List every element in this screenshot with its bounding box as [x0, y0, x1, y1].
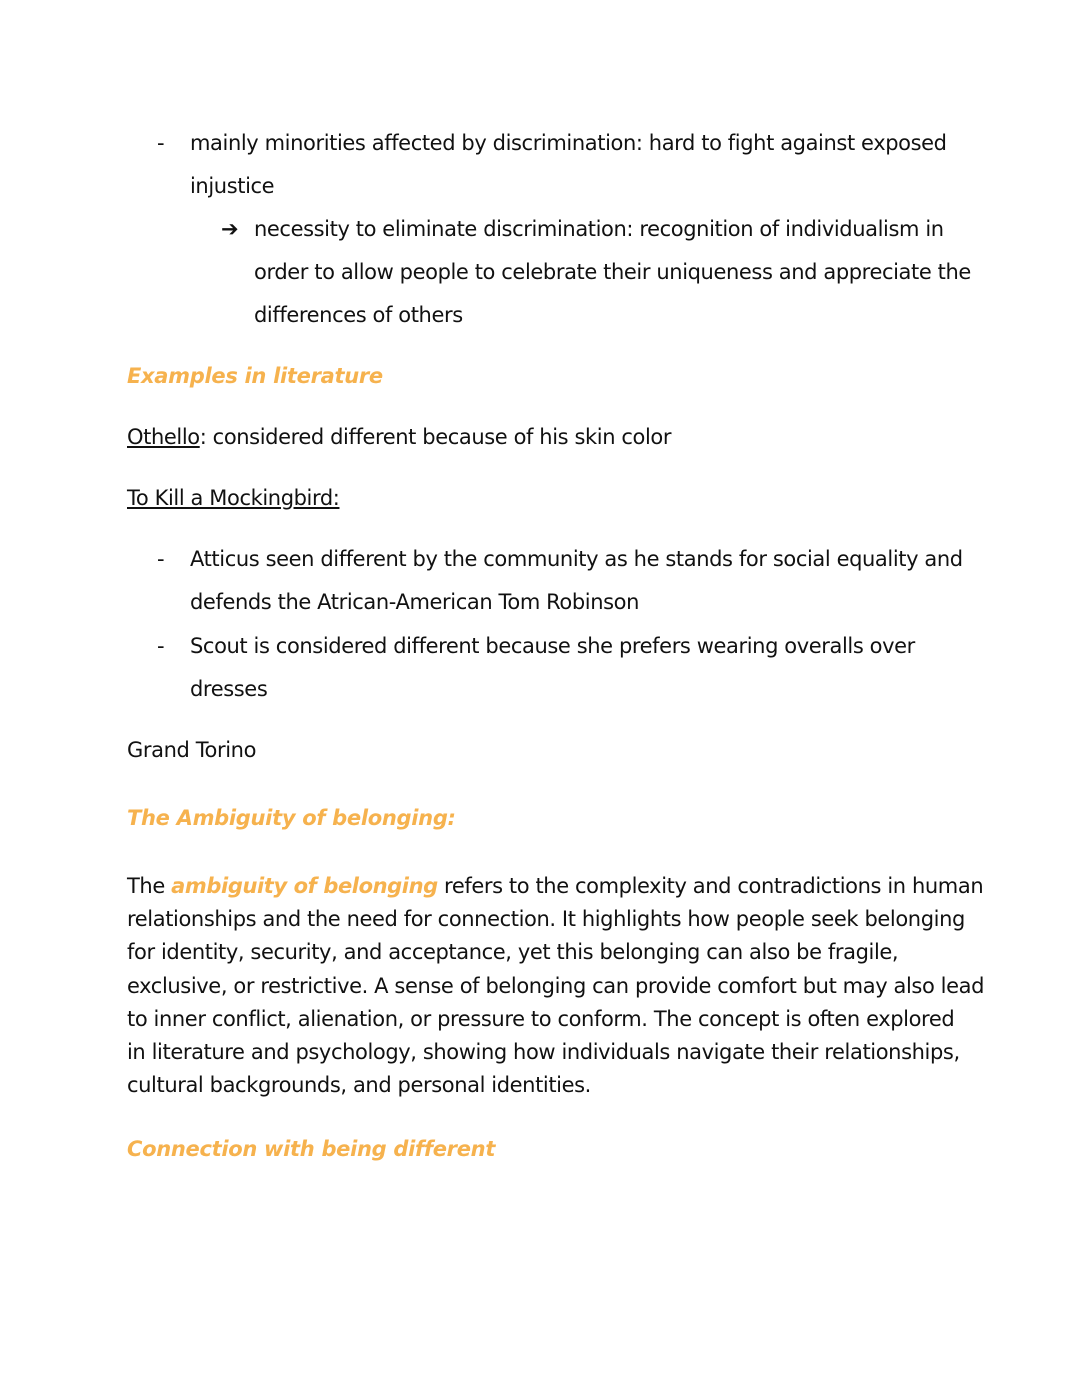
paragraph-line [127, 870, 984, 903]
sub-bullet-text-continued: order to allow people to celebrate their uniqueness and appreciate the [254, 260, 971, 284]
othello-line [127, 425, 671, 449]
bullet-dash: - [157, 634, 165, 658]
othello-title: Othello [127, 425, 200, 449]
ambiguity-paragraph [127, 870, 985, 1102]
othello-text: : considered different because of his skin color [199, 425, 672, 449]
paragraph-text: The [127, 874, 172, 898]
paragraph-line: in literature and psychology, showing how individuals navigate their relationships, [127, 1040, 960, 1065]
arrow-icon: ➔ [221, 217, 239, 241]
heading-examples-in-literature: Examples in literature [127, 364, 383, 388]
highlighted-term: ambiguity of belonging [171, 874, 438, 898]
bullet-text: mainly minorities affected by discrimination: hard to fight against exposed [190, 131, 947, 155]
bullet-dash: - [157, 547, 165, 571]
list-item: Atticus seen different by the community as he stands for social equality and [190, 547, 963, 571]
sub-bullet-text: necessity to eliminate discrimination: recognition of individualism in [254, 217, 944, 241]
paragraph-line: for identity, security, and acceptance, yet this belonging can also be fragile, [127, 940, 899, 965]
paragraph-text: refers to the complexity and contradictions in human [437, 874, 984, 898]
paragraph-line: cultural backgrounds, and personal identities. [127, 1073, 591, 1098]
bullet-text-continued: injustice [190, 174, 275, 198]
paragraph-line: relationships and the need for connection. It highlights how people seek belonging [127, 907, 965, 932]
list-item: Scout is considered different because she prefers wearing overalls over [190, 634, 915, 658]
paragraph-line: to inner conflict, alienation, or pressure to conform. The concept is often explored [127, 1006, 955, 1031]
list-item-continued: defends the Atrican-American Tom Robinson [190, 590, 640, 614]
heading-connection-with-being-different: Connection with being different [127, 1137, 496, 1161]
mockingbird-title: To Kill a Mockingbird: [127, 486, 340, 510]
paragraph-line: exclusive, or restrictive. A sense of belonging can provide comfort but may also lead [127, 973, 985, 998]
bullet-dash: - [157, 131, 165, 155]
grand-torino-text: Grand Torino [127, 738, 257, 762]
list-item-continued: dresses [190, 677, 268, 701]
heading-ambiguity-of-belonging: The Ambiguity of belonging: [127, 806, 456, 830]
sub-bullet-text-continued: differences of others [254, 303, 463, 327]
